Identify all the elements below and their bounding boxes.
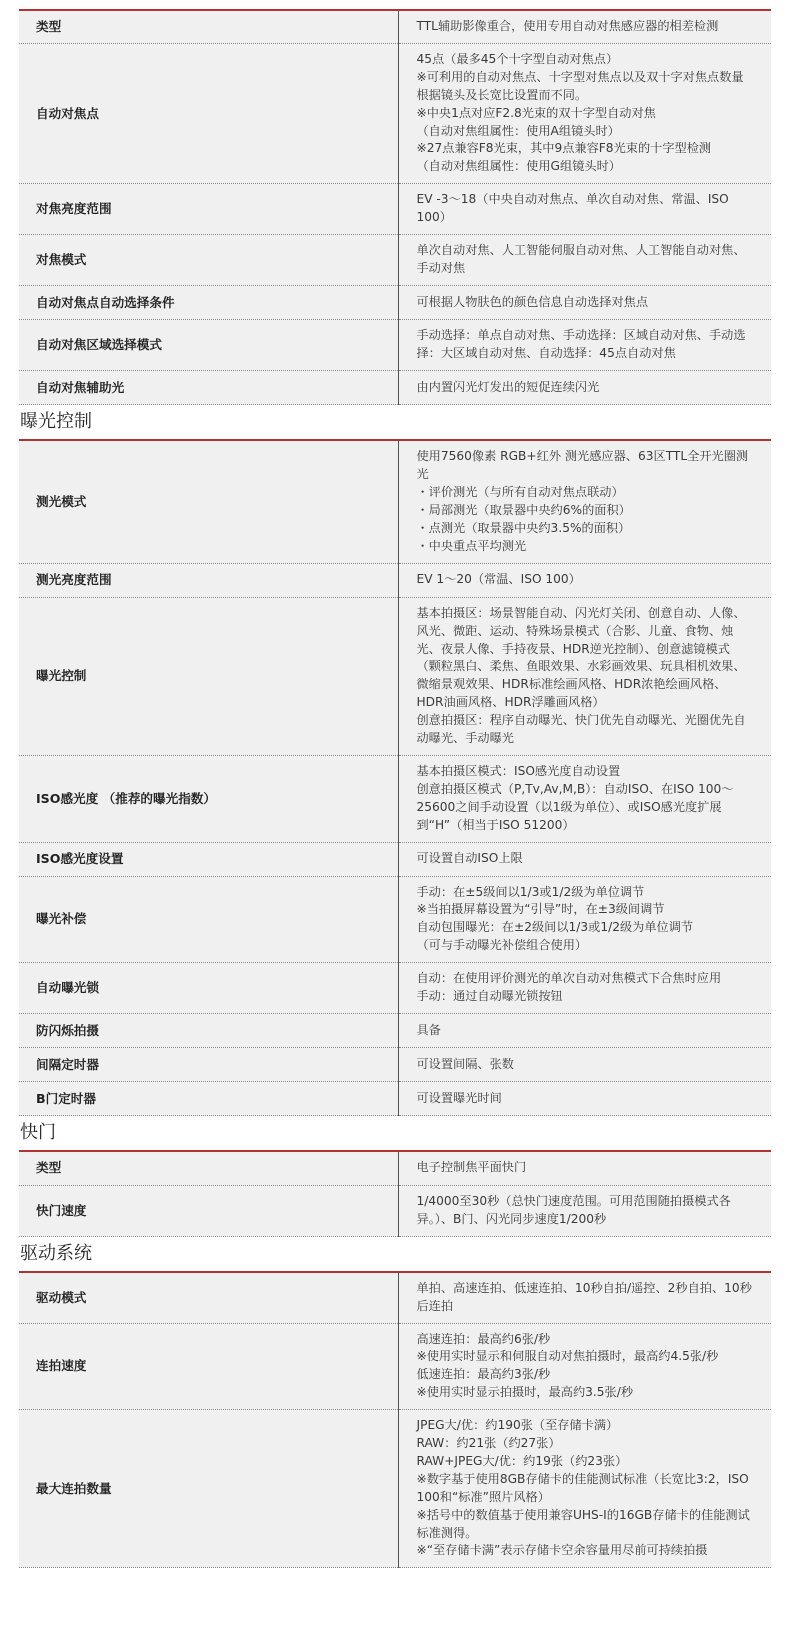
spec-key: 驱动模式 <box>19 1272 398 1323</box>
spec-table-exposure <box>19 439 771 1116</box>
spec-value-line: 高速连拍：最高约6张/秒 <box>416 1331 551 1346</box>
spec-key: 自动对焦区域选择模式 <box>19 320 398 371</box>
spec-value <box>398 320 771 371</box>
spec-value-line: 手动：通过自动曝光锁按钮 <box>416 989 563 1004</box>
spec-value-line: ※“至存储卡满”表示存储卡空余容量用尽前可持续拍摄 <box>416 1543 708 1558</box>
spec-key: 间隔定时器 <box>19 1048 398 1082</box>
spec-value-line: ・评价测光（与所有自动对焦点联动） <box>416 485 624 500</box>
spec-value-line: 具备 <box>416 1022 441 1037</box>
spec-value-line: 单次自动对焦、人工智能伺服自动对焦、人工智能自动对焦、手动对焦 <box>416 243 746 276</box>
spec-key: 最大连拍数量 <box>19 1410 398 1568</box>
spec-key: B门定时器 <box>19 1082 398 1116</box>
spec-row <box>19 1048 771 1082</box>
spec-value-line: 手动选择：单点自动对焦、手动选择：区域自动对焦、手动选择：大区域自动对焦、自动选择：45点自动对焦 <box>416 328 746 361</box>
spec-value-line: JPEG大/优：约190张（至存储卡满） <box>416 1418 619 1433</box>
spec-key: 自动对焦点 <box>19 43 398 183</box>
spec-value <box>398 1082 771 1116</box>
spec-table-af <box>19 9 771 405</box>
section-title-drive: 驱动系统 <box>20 1242 92 1264</box>
spec-row <box>19 963 771 1014</box>
spec-value <box>398 286 771 320</box>
spec-value <box>398 1048 771 1082</box>
spec-key: 类型 <box>19 10 398 43</box>
spec-value-line: ・中央重点平均测光 <box>416 538 527 553</box>
spec-row <box>19 755 771 842</box>
spec-value-line: 1/4000至30秒（总快门速度范围。可用范围随拍摄模式各异。）、B门、闪光同步速度1/200秒 <box>416 1193 731 1226</box>
spec-key: 曝光控制 <box>19 597 398 755</box>
spec-value-line: ・局部测光（取景器中央约6%的面积） <box>416 502 631 517</box>
spec-row <box>19 1082 771 1116</box>
section-title-shutter: 快门 <box>20 1122 56 1144</box>
spec-row <box>19 10 771 43</box>
spec-value-line: 基本拍摄区模式：ISO感光度自动设置 <box>416 763 621 778</box>
spec-value-line: 低速连拍：最高约3张/秒 <box>416 1367 551 1382</box>
spec-row <box>19 371 771 405</box>
spec-key: 自动对焦点自动选择条件 <box>19 286 398 320</box>
spec-row <box>19 563 771 597</box>
spec-row <box>19 286 771 320</box>
spec-value-line: 45点（最多45个十字型自动对焦点） <box>416 51 619 66</box>
spec-row <box>19 842 771 876</box>
spec-value <box>398 1323 771 1410</box>
spec-row <box>19 1185 771 1236</box>
spec-value-line: （自动对焦组属性：使用G组镜头时） <box>416 159 621 174</box>
spec-value-line: 可设置曝光时间 <box>416 1090 502 1105</box>
spec-value-line: ※可利用的自动对焦点、十字型对焦点以及双十字对焦点数量根据镜头及长宽比设置而不同。 <box>416 69 744 102</box>
spec-value <box>398 1410 771 1568</box>
spec-value-line: RAW+JPEG大/优：约19张（约23张） <box>416 1453 628 1468</box>
spec-key: 自动对焦辅助光 <box>19 371 398 405</box>
spec-row <box>19 320 771 371</box>
spec-value-line: （可与手动曝光补偿组合使用） <box>416 938 588 953</box>
spec-value <box>398 1185 771 1236</box>
spec-value-line: RAW：约21张（约27张） <box>416 1436 561 1451</box>
spec-value <box>398 371 771 405</box>
spec-value <box>398 755 771 842</box>
spec-value <box>398 440 771 563</box>
spec-value-line: ※中央1点对应F2.8光束的双十字型自动对焦 <box>416 105 656 120</box>
spec-row <box>19 184 771 235</box>
spec-value-line: ・点测光（取景器中央约3.5%的面积） <box>416 520 631 535</box>
spec-value <box>398 563 771 597</box>
spec-value-line: TTL辅助影像重合，使用专用自动对焦感应器的相差检测 <box>416 19 719 33</box>
spec-value <box>398 597 771 755</box>
spec-row <box>19 1410 771 1568</box>
spec-value <box>398 876 771 963</box>
spec-value <box>398 10 771 43</box>
spec-value <box>398 1014 771 1048</box>
spec-row <box>19 1323 771 1410</box>
spec-row <box>19 235 771 286</box>
spec-table-drive <box>19 1271 771 1569</box>
spec-value-line: EV -3～18（中央自动对焦点、单次自动对焦、常温、ISO 100） <box>416 192 733 225</box>
spec-row <box>19 1014 771 1048</box>
spec-value-line: ※括号中的数值基于使用兼容UHS-I的16GB存储卡的佳能测试标准测得。 <box>416 1507 750 1540</box>
spec-value <box>398 963 771 1014</box>
spec-value-line: EV 1～20（常温、ISO 100） <box>416 572 581 587</box>
spec-key: 自动曝光锁 <box>19 963 398 1014</box>
spec-value <box>398 43 771 183</box>
spec-value <box>398 1272 771 1323</box>
spec-value-line: ※使用实时显示和伺服自动对焦拍摄时，最高约4.5张/秒 <box>416 1349 719 1364</box>
spec-value-line: ※27点兼容F8光束，其中9点兼容F8光束的十字型检测 <box>416 141 712 156</box>
spec-value <box>398 184 771 235</box>
spec-value-line: 可设置自动ISO上限 <box>416 851 523 866</box>
spec-row <box>19 43 771 183</box>
spec-value-line: 由内置闪光灯发出的短促连续闪光 <box>416 379 600 394</box>
spec-value <box>398 235 771 286</box>
spec-value-line: ※使用实时显示拍摄时，最高约3.5张/秒 <box>416 1385 634 1400</box>
spec-value-line: ※当拍摄屏幕设置为“引导”时，在±3级间调节 <box>416 902 665 917</box>
spec-value-line: 自动：在使用评价测光的单次自动对焦模式下合焦时应用 <box>416 971 722 986</box>
spec-key: 防闪烁拍摄 <box>19 1014 398 1048</box>
spec-value-line: （自动对焦组属性：使用A组镜头时） <box>416 123 620 138</box>
spec-value-line: 自动包围曝光：在±2级间以1/3或1/2级为单位调节 <box>416 920 694 935</box>
spec-row <box>19 440 771 563</box>
spec-key: 连拍速度 <box>19 1323 398 1410</box>
spec-table-shutter <box>19 1150 771 1237</box>
spec-value-line: 可设置间隔、张数 <box>416 1056 514 1071</box>
spec-value-line: 电子控制焦平面快门 <box>416 1160 527 1175</box>
spec-row <box>19 1272 771 1323</box>
spec-value-line: 可根据人物肤色的颜色信息自动选择对焦点 <box>416 294 649 309</box>
spec-value-line: 手动：在±5级间以1/3或1/2级为单位调节 <box>416 884 645 899</box>
spec-key: ISO感光度设置 <box>19 842 398 876</box>
section-title-exposure: 曝光控制 <box>20 411 92 433</box>
spec-key: ISO感光度 （推荐的曝光指数） <box>19 755 398 842</box>
spec-key: 类型 <box>19 1151 398 1185</box>
spec-key: 测光亮度范围 <box>19 563 398 597</box>
spec-value-line: 使用7560像素 RGB+红外 测光感应器、63区TTL全开光圈测光 <box>416 449 749 482</box>
spec-key: 测光模式 <box>19 440 398 563</box>
spec-key: 对焦模式 <box>19 235 398 286</box>
spec-value-line: 创意拍摄区模式（P,Tv,Av,M,B）：自动ISO、在ISO 100～25600之间手动设置（以1级为单位）、或ISO感光度扩展到“H”（相当于ISO 51200） <box>416 781 734 832</box>
spec-key: 曝光补偿 <box>19 876 398 963</box>
spec-row <box>19 597 771 755</box>
spec-value <box>398 842 771 876</box>
spec-key: 快门速度 <box>19 1185 398 1236</box>
spec-row <box>19 876 771 963</box>
spec-value <box>398 1151 771 1185</box>
spec-value-line: ※数字基于使用8GB存储卡的佳能测试标准（长宽比3:2，ISO 100和“标准”照片风格） <box>416 1471 753 1504</box>
spec-value-line: 单拍、高速连拍、低速连拍、10秒自拍/遥控、2秒自拍、10秒后连拍 <box>416 1280 752 1313</box>
spec-value-line: 基本拍摄区：场景智能自动、闪光灯关闭、创意自动、人像、风光、微距、运动、特殊场景模式（合影、儿童、食物、烛光、夜景人像、手持夜景、HDR逆光控制）、创意滤镜模式（颗粒黑白、柔焦、鱼眼效果、水彩画效果、玩具相机效果、微缩景观效果、HDR标准绘画风格、HDR浓艳绘画风格、HDR油画风格、HDR浮雕画风格） <box>416 605 746 710</box>
spec-value-line: 创意拍摄区：程序自动曝光、快门优先自动曝光、光圈优先自动曝光、手动曝光 <box>416 713 746 746</box>
spec-row <box>19 1151 771 1185</box>
spec-key: 对焦亮度范围 <box>19 184 398 235</box>
